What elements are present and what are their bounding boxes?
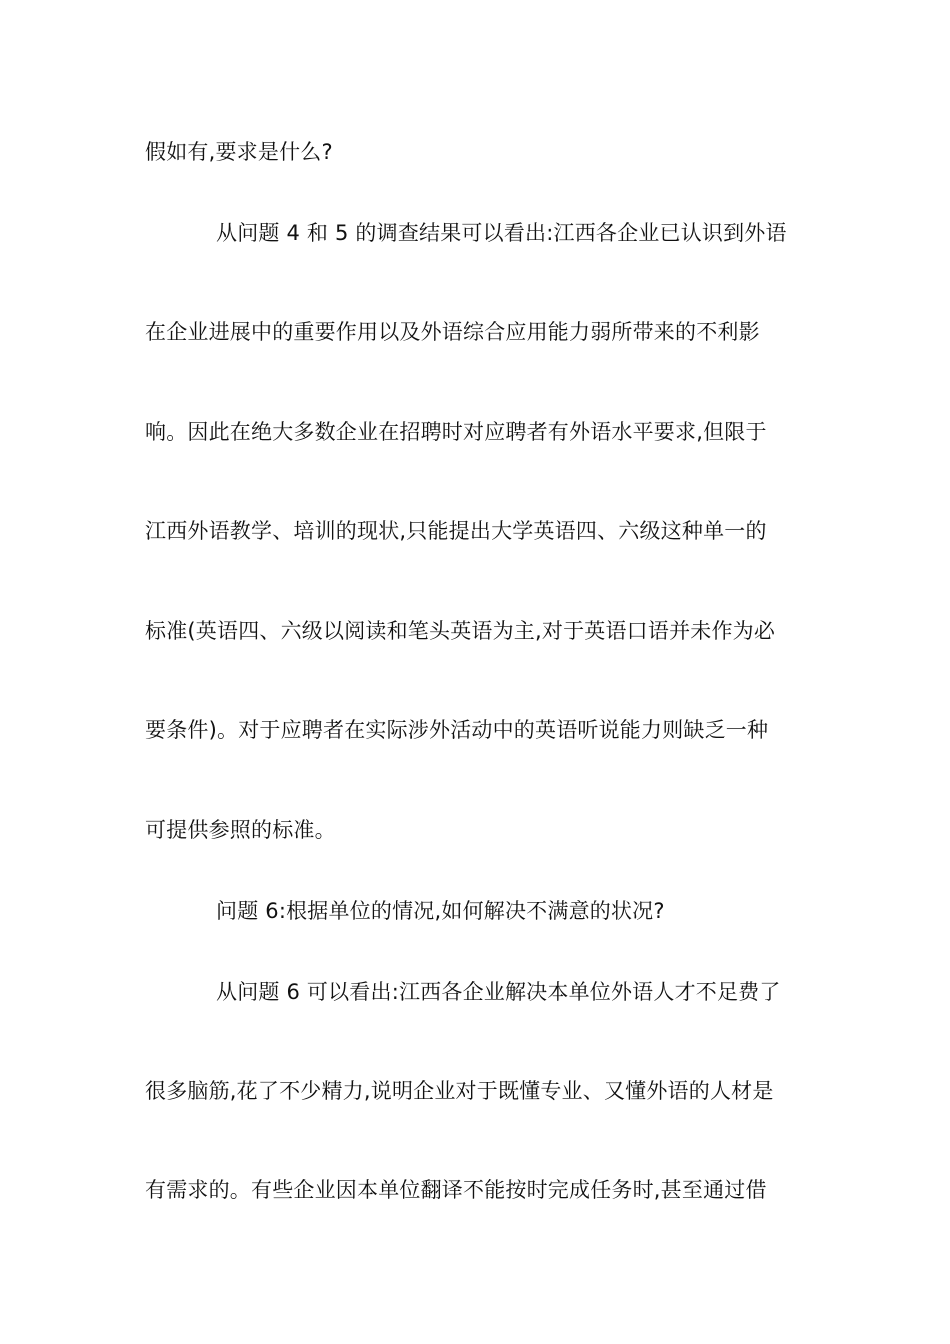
text-line: 很多脑筋,花了不少精力,说明企业对于既懂专业、又懂外语的人材是 [145,1079,774,1103]
paragraph-first-line: 从问题 4 和 5 的调查结果可以看出:江西各企业已认识到外语 [216,221,787,245]
text-line: 可提供参照的标准。 [145,818,336,842]
question-heading: 问题 6:根据单位的情况,如何解决不满意的状况? [216,899,665,923]
text-line: 有需求的。有些企业因本单位翻译不能按时完成任务时,甚至通过借 [145,1178,767,1202]
text-line: 标准(英语四、六级以阅读和笔头英语为主,对于英语口语并未作为必 [145,619,776,643]
text-line: 要条件)。对于应聘者在实际涉外活动中的英语听说能力则缺乏一种 [145,718,769,742]
text-line: 江西外语教学、培训的现状,只能提出大学英语四、六级这种单一的 [145,519,767,543]
text-line: 响。因此在绝大多数企业在招聘时对应聘者有外语水平要求,但限于 [145,420,767,444]
text-line: 在企业进展中的重要作用以及外语综合应用能力弱所带来的不利影 [145,320,760,344]
paragraph-first-line: 从问题 6 可以看出:江西各企业解决本单位外语人才不足费了 [216,980,781,1004]
text-line: 假如有,要求是什么? [145,140,333,164]
